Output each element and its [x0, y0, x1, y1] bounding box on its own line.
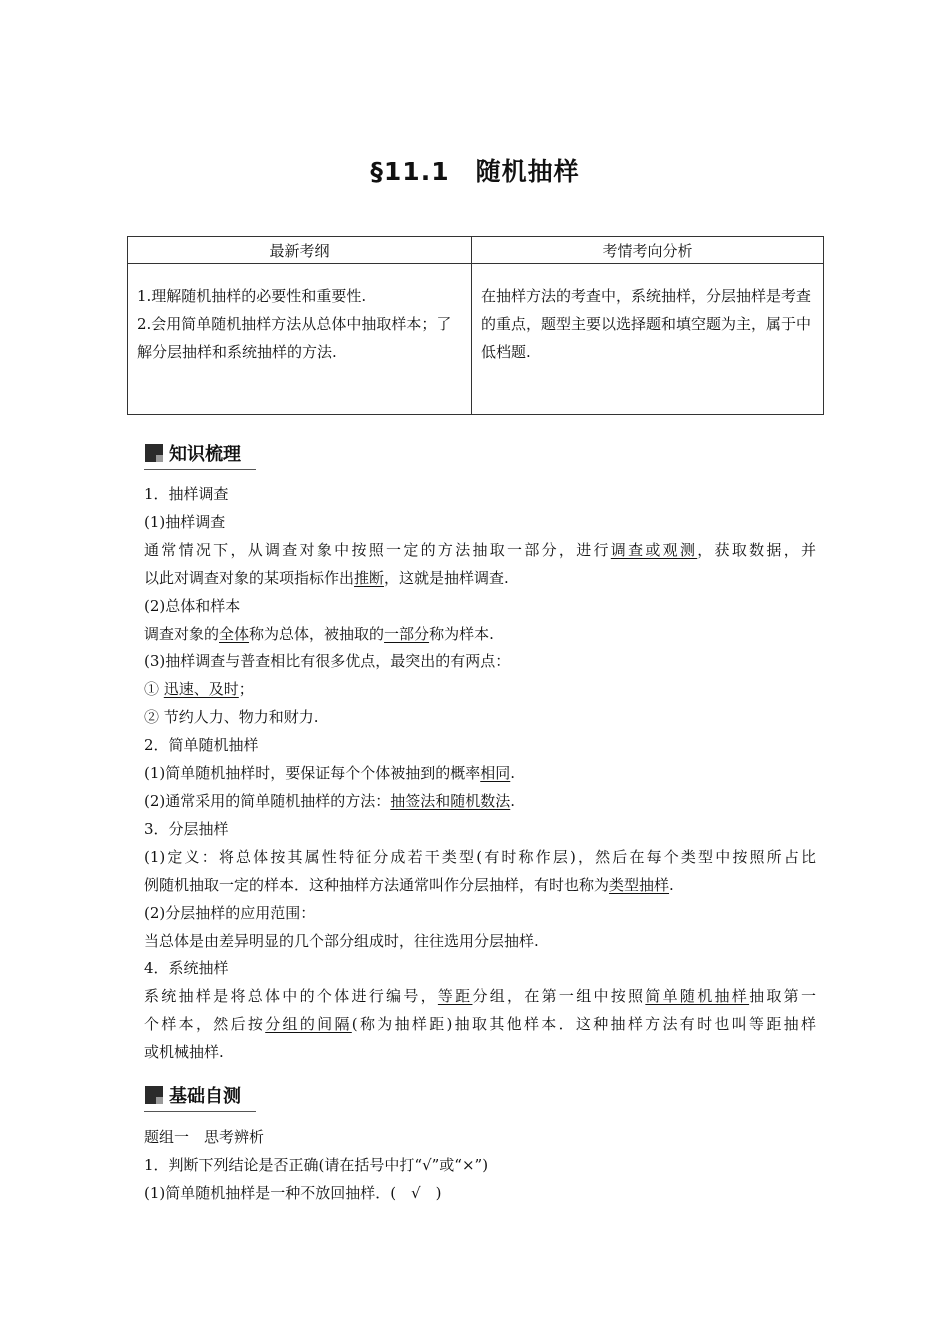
text-segment: 分组，在第一组中按照: [472, 987, 646, 1006]
text-line: ② 节约人力、物力和财力.: [144, 708, 319, 727]
underlined-answer: 类型抽样: [609, 875, 670, 894]
section-heading-self-test: [144, 1081, 256, 1112]
text-segment: (2)通常采用的简单随机抽样的方法：: [144, 791, 391, 810]
text-segment: 系统抽样是将总体中的个体进行编号，: [144, 987, 438, 1006]
underlined-answer: 分组的间隔: [265, 1015, 352, 1034]
underlined-answer: 等距: [437, 987, 473, 1006]
section-mark-icon: [145, 1086, 163, 1104]
section-heading-knowledge: [144, 439, 256, 470]
text-segment: ，这就是抽样调查.: [384, 568, 509, 587]
text-line: [144, 788, 816, 816]
text-segment: 抽取第一: [749, 987, 816, 1006]
text-segment: ；: [238, 680, 254, 699]
text-line: 4．系统抽样: [144, 959, 229, 978]
section-heading-label: 知识梳理: [169, 444, 241, 465]
text-line: [144, 565, 816, 593]
self-test-content: [144, 1124, 816, 1208]
text-segment: .: [510, 764, 516, 783]
text-line: (1)抽样调查: [144, 512, 226, 531]
knowledge-content: [144, 481, 816, 1067]
table-header-analysis: 考情考向分析: [472, 237, 824, 264]
text-line: [144, 872, 816, 900]
text-line: (2)总体和样本: [144, 596, 241, 615]
text-line: 3．分层抽样: [144, 819, 229, 838]
underlined-answer: 相同: [480, 764, 511, 783]
syllabus-item: 1.理解随机抽样的必要性和重要性.: [137, 287, 367, 305]
underlined-answer: 迅速、及时: [163, 680, 239, 699]
text-segment: 以此对调查对象的某项指标作出: [144, 568, 355, 587]
text-segment: 称为样本.: [429, 624, 494, 643]
text-segment: (1)简单随机抽样时，要保证每个个体被抽到的概率: [144, 764, 481, 783]
page-title: §11.1 随机抽样: [370, 157, 580, 186]
underlined-answer: 一部分: [384, 624, 430, 643]
text-line: 题组一 思考辨析: [144, 1128, 265, 1146]
text-segment: (称为抽样距)抽取其他样本．这种抽样方法有时也叫等距抽样: [351, 1015, 816, 1034]
text-segment: .: [669, 875, 674, 894]
text-line: (1)简单随机抽样是一种不放回抽样．( √ ): [144, 1183, 442, 1202]
section-mark-icon: [145, 444, 163, 462]
analysis-cell: 在抽样方法的考查中，系统抽样，分层抽样是考查的重点，题型主要以选择题和填空题为主，属于中低档题.: [472, 264, 824, 415]
text-segment: 调查对象的: [144, 624, 220, 643]
text-segment: 例随机抽取一定的样本．这种抽样方法通常叫作分层抽样，有时也称为: [144, 875, 610, 894]
text-line: [144, 760, 816, 788]
text-line: 当总体是由差异明显的几个部分组成时，往往选用分层抽样.: [144, 931, 539, 950]
text-segment: .: [510, 791, 516, 810]
text-line: [144, 676, 816, 704]
text-line: [144, 1011, 816, 1039]
text-line: 2．简单随机抽样: [144, 736, 259, 755]
text-line: [144, 983, 816, 1011]
underlined-answer: 全体: [219, 624, 250, 643]
table-header-syllabus: 最新考纲: [128, 237, 472, 264]
text-segment: 个样本，然后按: [144, 1015, 266, 1034]
underlined-answer: 简单随机抽样: [645, 987, 750, 1006]
text-line: (3)抽样调查与普查相比有很多优点，最突出的有两点：: [144, 652, 511, 671]
text-line: [144, 537, 816, 565]
text-line: (1)定义：将总体按其属性特征分成若干类型(有时称作层)，然后在每个类型中按照所占比: [144, 847, 816, 866]
underlined-answer: 调查或观测: [610, 540, 698, 559]
text-line: (2)分层抽样的应用范围：: [144, 903, 316, 922]
text-segment: ①: [144, 680, 164, 699]
text-line: 1．抽样调查: [144, 485, 229, 503]
text-line: 1．判断下列结论是否正确(请在括号中打“√”或“×”): [144, 1155, 489, 1174]
text-segment: 称为总体，被抽取的: [249, 624, 385, 643]
text-segment: ，获取数据，并: [697, 540, 816, 559]
syllabus-table: [127, 236, 824, 415]
text-line: 或机械抽样.: [144, 1043, 224, 1062]
section-heading-label: 基础自测: [169, 1086, 241, 1107]
syllabus-item: 2.会用简单随机抽样方法从总体中抽取样本；了解分层抽样和系统抽样的方法.: [137, 315, 452, 361]
underlined-answer: 推断: [354, 568, 385, 587]
text-segment: 通常情况下，从调查对象中按照一定的方法抽取一部分，进行: [144, 540, 611, 559]
syllabus-cell: [128, 264, 472, 415]
text-line: [144, 621, 816, 649]
underlined-answer: 抽签法和随机数法: [390, 791, 511, 810]
